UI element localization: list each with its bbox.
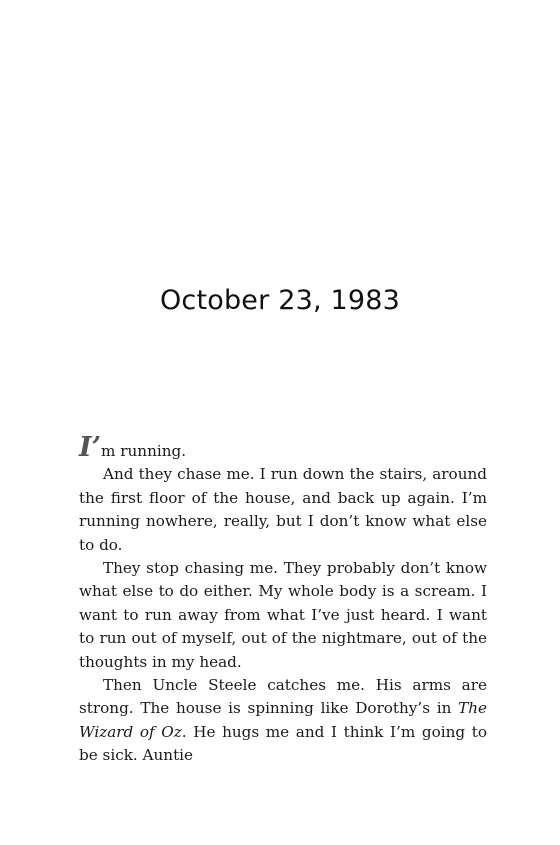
- paragraph-text: Then Uncle Steele catches me. His arms are strong. The house is spinning like Dorothy’s in: [79, 676, 487, 718]
- opening-text: m running.: [101, 442, 187, 460]
- paragraph: And they chase me. I run down the stairs, around the first floor of the house, and back up again. I’m running nowhere, really, but I don’t know what else to do.: [79, 465, 487, 554]
- book-title-italic: The Wizard of Oz: [79, 699, 487, 741]
- drop-cap: I’: [79, 432, 102, 463]
- opening-paragraph: [79, 432, 487, 463]
- paragraph: They stop chasing me. They probably don’t know what else to do either. My whole body is a scream. I want to run away from what I’ve just heard. I want to run out of myself, out of the nightmare, out of the thoughts in my head.: [79, 559, 487, 671]
- body-text: [79, 432, 487, 768]
- paragraph: [79, 674, 487, 768]
- paragraph-text: . He hugs me and I think I’m going to be sick. Auntie: [79, 722, 487, 765]
- chapter-title: October 23, 1983: [159, 285, 401, 316]
